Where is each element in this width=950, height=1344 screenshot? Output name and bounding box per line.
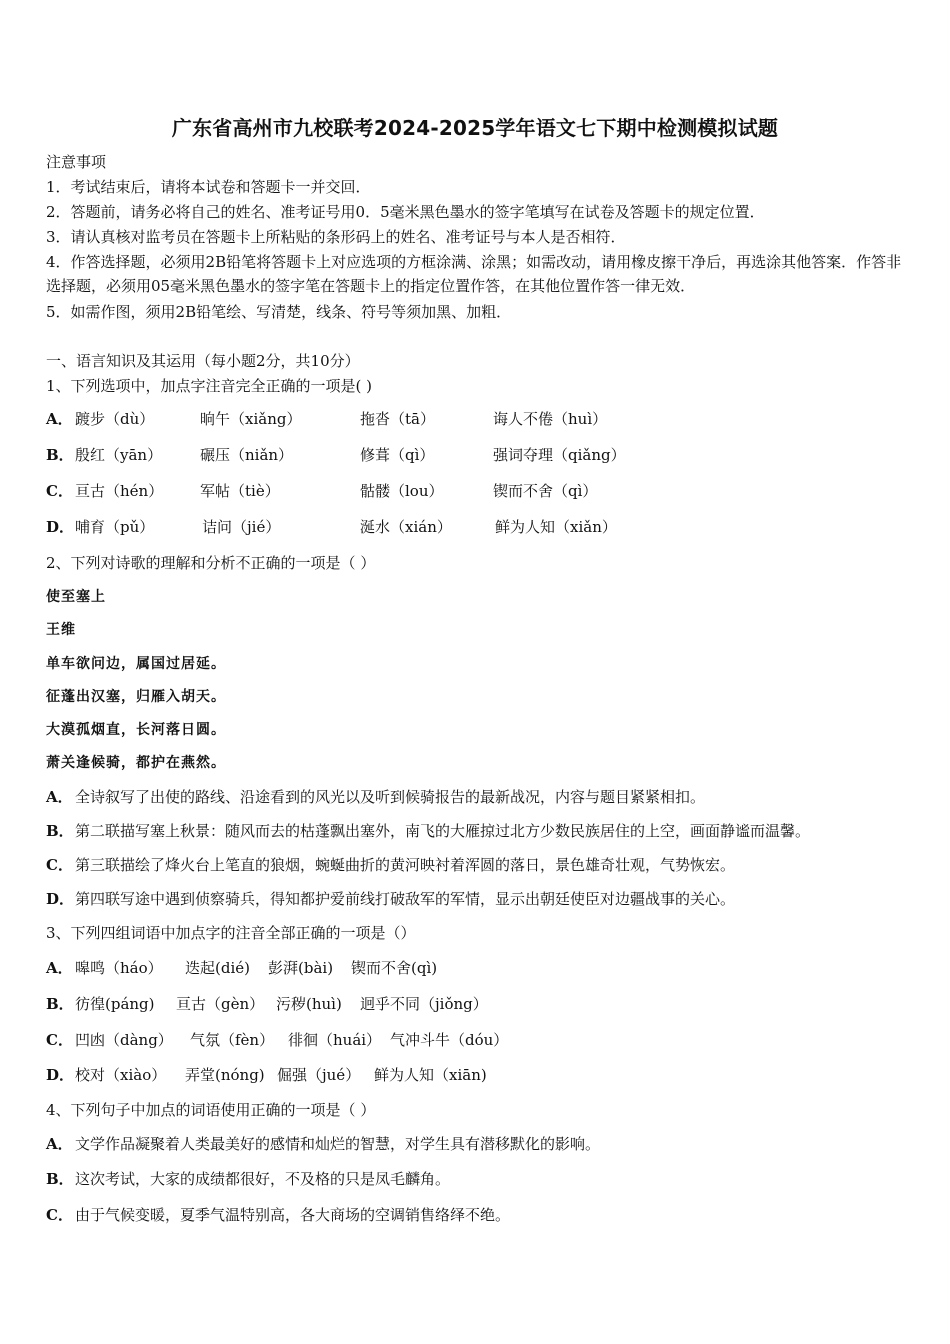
q2-option-c-label: C． bbox=[46, 856, 73, 874]
q1-option-b-item: 修葺（qì） bbox=[360, 446, 435, 464]
q3-option-b-item: 迥乎不同（jiǒng） bbox=[360, 995, 488, 1013]
q2-option-a-label: A． bbox=[46, 788, 73, 806]
q1-option-a-item: 诲人不倦（huì） bbox=[493, 410, 608, 428]
q1-option-c-item: 骷髅（lou） bbox=[360, 482, 444, 500]
q4-option-c-text: 由于气候变暖，夏季气温特别高，各大商场的空调销售络绎不绝。 bbox=[75, 1206, 511, 1224]
q1-option-c-item: 亘古（hén） bbox=[75, 482, 164, 500]
q3-option-c-item: 徘徊（huái） bbox=[288, 1031, 382, 1049]
q1-option-d-label: D． bbox=[46, 518, 75, 536]
q3-option-c-item: 凹凼（dàng） bbox=[75, 1031, 173, 1049]
q4-option-b-label: B． bbox=[46, 1170, 74, 1188]
q1-option-b-item: 强词夺理（qiǎng） bbox=[493, 446, 626, 464]
q3-option-d-item: 校对（xiào） bbox=[75, 1066, 167, 1084]
notice-item-4: 4．作答选择题，必须用2B铅笔将答题卡上对应选项的方框涂满、涂黑；如需改动，请用橡皮擦干净后，再选涂其他答案．作答非选择题，必须用05毫米黑色墨水的签字笔在答题卡上的指定位置作答，在其他位置作答一律无效． bbox=[46, 253, 902, 295]
q3-option-a-item: 彭湃(bài) bbox=[268, 959, 334, 977]
q1-option-b-label: B． bbox=[46, 446, 74, 464]
q3-option-c-item: 气氛（fèn） bbox=[190, 1031, 275, 1049]
q3-option-d-item: 倔强（jué） bbox=[277, 1066, 361, 1084]
q1-option-d-item: 涎水（xián） bbox=[360, 518, 452, 536]
poem-line: 大漠孤烟直，长河落日圆。 bbox=[46, 722, 226, 738]
q1-option-a-item: 踱步（dù） bbox=[75, 410, 155, 428]
notice-item-1: 1．考试结束后，请将本试卷和答题卡一并交回． bbox=[46, 178, 371, 196]
q3-option-d-item: 弄堂(nóng) bbox=[185, 1066, 265, 1084]
q2-option-b-label: B． bbox=[46, 822, 74, 840]
q1-option-c-item: 锲而不舍（qì） bbox=[493, 482, 598, 500]
q2-option-c-text: 第三联描绘了烽火台上笔直的狼烟，蜿蜒曲折的黄河映衬着浑圆的落日，景色雄奇壮观，气势恢宏。 bbox=[75, 856, 736, 874]
q1-option-a-label: A． bbox=[46, 410, 73, 428]
q1-stem: 1、下列选项中，加点字注音完全正确的一项是( ) bbox=[46, 377, 373, 395]
poem-line: 单车欲问边，属国过居延。 bbox=[46, 656, 226, 672]
notice-item-3: 3．请认真核对监考员在答题卡上所粘贴的条形码上的姓名、准考证号与本人是否相符． bbox=[46, 228, 626, 246]
q2-option-d-label: D． bbox=[46, 890, 75, 908]
q1-option-c-label: C． bbox=[46, 482, 73, 500]
poem-title: 使至塞上 bbox=[46, 589, 106, 605]
q3-option-a-label: A． bbox=[46, 959, 73, 977]
q1-option-d-item: 哺育（pǔ） bbox=[75, 518, 155, 536]
q1-option-b-item: 碾压（niǎn） bbox=[200, 446, 294, 464]
q1-option-d-item: 诘问（jié） bbox=[202, 518, 281, 536]
q4-option-b-text: 这次考试，大家的成绩都很好，不及格的只是凤毛麟角。 bbox=[75, 1170, 451, 1188]
q1-option-b-item: 殷红（yān） bbox=[75, 446, 163, 464]
q3-option-a-item: 嗥鸣（háo） bbox=[75, 959, 163, 977]
q3-option-b-item: 彷徨(páng) bbox=[75, 995, 155, 1013]
q1-option-c-item: 军帖（tiè） bbox=[200, 482, 280, 500]
section-heading: 一、语言知识及其运用（每小题2分，共10分） bbox=[46, 352, 360, 370]
q1-option-a-item: 拖沓（tā） bbox=[360, 410, 435, 428]
q3-stem: 3、下列四组词语中加点字的注音全部正确的一项是（） bbox=[46, 924, 416, 942]
q3-option-b-item: 污秽(huì) bbox=[276, 995, 342, 1013]
q3-option-d-item: 鲜为人知（xiān) bbox=[374, 1066, 487, 1084]
q4-option-a-text: 文学作品凝聚着人类最美好的感情和灿烂的智慧，对学生具有潜移默化的影响。 bbox=[75, 1135, 601, 1153]
q3-option-b-label: B． bbox=[46, 995, 74, 1013]
q2-option-d-text: 第四联写途中遇到侦察骑兵，得知都护爱前线打破敌军的军情，显示出朝廷使臣对边疆战事的关心。 bbox=[75, 890, 736, 908]
q2-option-b-text: 第二联描写塞上秋景：随风而去的枯蓬飘出塞外，南飞的大雁掠过北方少数民族居住的上空，画面静谧而温馨。 bbox=[75, 822, 811, 840]
page-title: 广东省高州市九校联考2024-2025学年语文七下期中检测模拟试题 bbox=[171, 116, 779, 140]
q3-option-c-label: C． bbox=[46, 1031, 73, 1049]
poem-line: 征蓬出汉塞，归雁入胡天。 bbox=[46, 689, 226, 705]
q3-option-d-label: D． bbox=[46, 1066, 75, 1084]
notice-item-2: 2．答题前，请务必将自己的姓名、准考证号用0．5毫米黑色墨水的签字笔填写在试卷及答题卡的规定位置． bbox=[46, 203, 765, 221]
q3-option-a-item: 锲而不舍(qì) bbox=[351, 959, 438, 977]
q4-option-a-label: A． bbox=[46, 1135, 73, 1153]
q3-option-b-item: 亘古（gèn） bbox=[176, 995, 265, 1013]
q3-option-a-item: 迭起(dié) bbox=[185, 959, 250, 977]
notice-item-5: 5．如需作图，须用2B铅笔绘、写清楚，线条、符号等须加黑、加粗． bbox=[46, 303, 512, 321]
q1-option-a-item: 晌午（xiǎng） bbox=[200, 410, 302, 428]
q1-option-d-item: 鲜为人知（xiǎn） bbox=[495, 518, 617, 536]
q3-option-c-item: 气冲斗牛（dóu） bbox=[390, 1031, 509, 1049]
q2-option-a-text: 全诗叙写了出使的路线、沿途看到的风光以及听到候骑报告的最新战况，内容与题目紧紧相扣。 bbox=[75, 788, 706, 806]
poem-author: 王维 bbox=[46, 622, 76, 638]
poem-line: 萧关逢候骑，都护在燕然。 bbox=[46, 755, 226, 771]
notice-heading: 注意事项 bbox=[46, 153, 107, 171]
q4-stem: 4、下列句子中加点的词语使用正确的一项是（ ） bbox=[46, 1101, 376, 1119]
q2-stem: 2、下列对诗歌的理解和分析不正确的一项是（ ） bbox=[46, 554, 376, 572]
q4-option-c-label: C． bbox=[46, 1206, 73, 1224]
